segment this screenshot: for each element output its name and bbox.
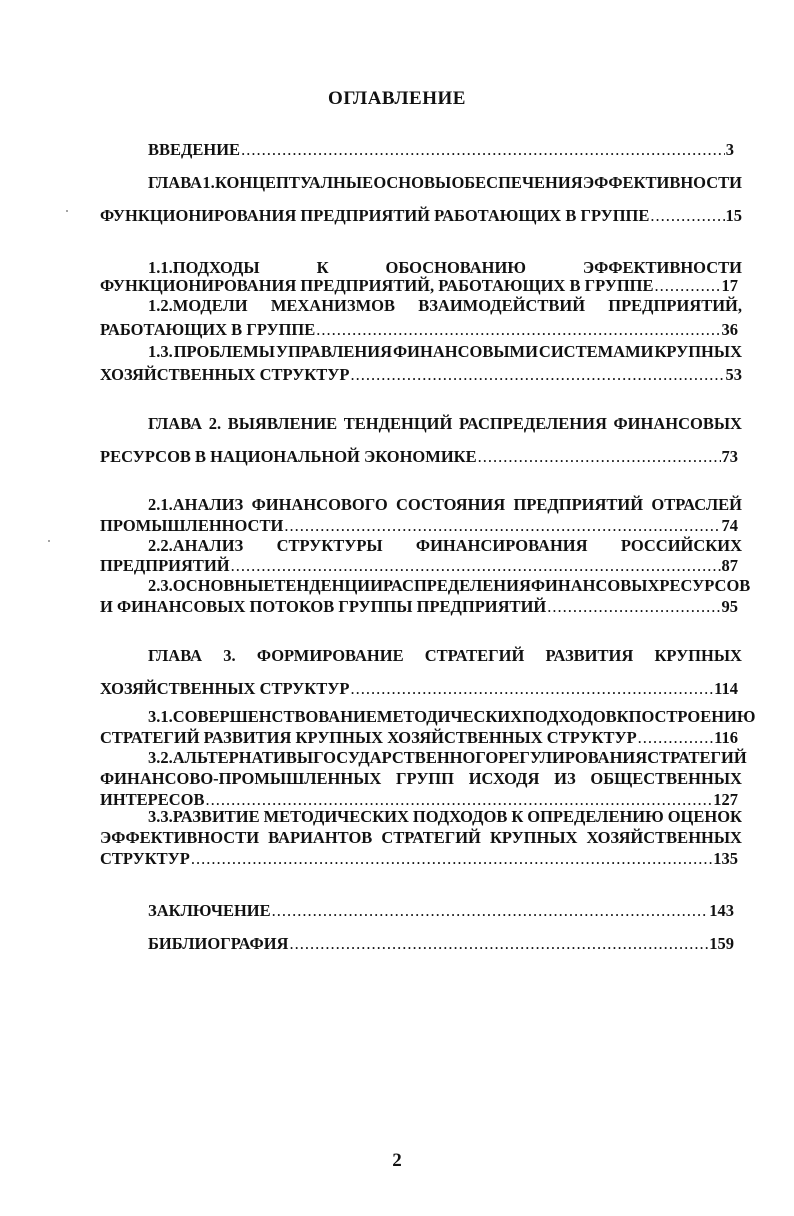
chapter-2-heading[interactable] [148, 413, 742, 435]
word: 1.1.ПОДХОДЫ [148, 258, 260, 277]
leader-dots [316, 319, 720, 341]
word: РЕСУРСОВ [659, 576, 751, 595]
section-1-1-cont[interactable] [100, 275, 738, 297]
word: ОБЕСПЕЧЕНИЯ [451, 173, 583, 192]
section-1-2[interactable] [148, 295, 742, 317]
entry-label: БИБЛИОГРАФИЯ [148, 934, 289, 953]
word: ЭФФЕКТИВНОСТИ [100, 828, 260, 847]
section-2-2[interactable] [148, 535, 742, 557]
word: ФОРМИРОВАНИЕ [256, 646, 404, 665]
entry-page: 53 [725, 365, 742, 384]
word: КОНЦЕПТУАЛНЫЕ [214, 173, 374, 192]
leader-dots [289, 933, 708, 955]
word: 3. [223, 646, 236, 665]
entry-page: 135 [713, 849, 738, 868]
word: ОПРЕДЕЛЕНИЮ [527, 807, 664, 826]
word: К [616, 707, 629, 726]
entry-page: 15 [725, 206, 742, 225]
word: ЭФФЕКТИВНОСТИ [582, 173, 742, 192]
section-3-3[interactable] [148, 806, 742, 828]
word: ОБОСНОВАНИЮ [385, 258, 526, 277]
word: ТЕНДЕНЦИИ [274, 576, 383, 595]
entry-page: 36 [721, 320, 738, 339]
word: КРУПНЫХ [654, 342, 742, 361]
entry-page: 159 [709, 934, 734, 953]
word: ЭФФЕКТИВНОСТИ [582, 258, 742, 277]
word: МЕТОДИЧЕСКИХ [376, 707, 523, 726]
entry-page: 17 [721, 276, 738, 295]
chapter-3-heading[interactable] [148, 645, 742, 667]
word: РАЗВИТИЯ [545, 646, 634, 665]
page-number: 2 [392, 1150, 402, 1171]
word: СТРУКТУРЫ [276, 536, 383, 555]
word: ФИНАНСОВЫМИ [392, 342, 538, 361]
word: ОСНОВЫ [373, 173, 452, 192]
leader-dots [231, 555, 721, 577]
leader-dots [272, 900, 709, 922]
word: ОБЩЕСТВЕННЫХ [590, 769, 742, 788]
word: МЕХАНИЗМОВ [270, 296, 396, 315]
word: ВЫЯВЛЕНИЕ [227, 414, 338, 433]
scan-speck [66, 210, 68, 212]
word: РЕГУЛИРОВАНИЯ [498, 748, 648, 767]
word: ТЕНДЕНЦИЙ [343, 414, 453, 433]
word: ФИНАНСОВЫХ [613, 414, 742, 433]
word: СОСТОЯНИЯ [396, 495, 506, 514]
word: ПРЕДПРИЯТИЙ, [608, 296, 742, 315]
toc-title: ОГЛАВЛЕНИЕ [328, 88, 466, 109]
word: ПОДХОДОВ [522, 707, 617, 726]
entry-label: ИНТЕРЕСОВ [100, 790, 205, 809]
chapter-1-title-cont[interactable] [100, 205, 742, 227]
leader-dots [547, 596, 720, 618]
section-2-1-cont[interactable] [100, 515, 738, 537]
entry-page: 127 [713, 790, 738, 809]
leader-dots [350, 364, 724, 386]
word: СТРАТЕГИЙ [647, 748, 747, 767]
word: 1. [202, 173, 215, 192]
section-3-2[interactable] [148, 747, 747, 769]
word: ГОСУДАРСТВЕННОГО [313, 748, 499, 767]
chapter-2-title-cont[interactable] [100, 446, 738, 468]
entry-label: ПРОМЫШЛЕННОСТИ [100, 516, 284, 535]
entry-page: 114 [714, 679, 738, 698]
section-1-2-cont[interactable] [100, 319, 738, 341]
word: 1.3. [148, 342, 173, 361]
word: ФИНАНСОВО-ПРОМЫШЛЕННЫХ [100, 769, 382, 788]
leader-dots [638, 727, 714, 749]
word: ВАРИАНТОВ [268, 828, 373, 847]
section-2-1[interactable] [148, 494, 742, 516]
section-2-3[interactable] [148, 575, 751, 597]
leader-dots [655, 275, 721, 297]
word: К [511, 807, 524, 826]
section-1-3-cont[interactable] [100, 364, 742, 386]
leader-dots [241, 139, 725, 161]
scan-speck [48, 540, 50, 542]
word: 2.3.ОСНОВНЫЕ [148, 576, 275, 595]
entry-label: ХОЗЯЙСТВЕННЫХ СТРУКТУР [100, 679, 350, 698]
word: ПРОБЛЕМЫ [173, 342, 275, 361]
word: 2. [208, 414, 222, 433]
entry-label: РАБОТАЮЩИХ В ГРУППЕ [100, 320, 316, 339]
entry-label: ХОЗЯЙСТВЕННЫХ СТРУКТУР [100, 365, 350, 384]
entry-page: 74 [721, 516, 738, 535]
entry-page: 87 [721, 556, 738, 575]
word: ОЦЕНОК [667, 807, 742, 826]
entry-page: 143 [709, 901, 734, 920]
word: 1.2.МОДЕЛИ [148, 296, 248, 315]
word: 2.1.АНАЛИЗ [148, 495, 244, 514]
word: ГЛАВА [148, 414, 203, 433]
word: КРУПНЫХ [654, 646, 742, 665]
word: ГРУПП [396, 769, 454, 788]
word: ПОСТРОЕНИЮ [628, 707, 756, 726]
entry-label: СТРУКТУР [100, 849, 190, 868]
word: ПРЕДПРИЯТИЙ [513, 495, 644, 514]
word: ВЗАИМОДЕЙСТВИЙ [418, 296, 586, 315]
entry-label: ЗАКЛЮЧЕНИЕ [148, 901, 271, 920]
word: ФИНАНСИРОВАНИЯ [415, 536, 588, 555]
word: 3.3.РАЗВИТИЕ [148, 807, 260, 826]
word: РОССИЙСКИХ [620, 536, 742, 555]
entry-label: ФУНКЦИОНИРОВАНИЯ ПРЕДПРИЯТИЙ РАБОТАЮЩИХ В ГРУППЕ [100, 206, 650, 225]
section-3-1-cont[interactable] [100, 727, 738, 749]
word: ГЛАВА [148, 646, 203, 665]
word: ИЗ [554, 769, 576, 788]
entry-label: РЕСУРСОВ В НАЦИОНАЛЬНОЙ ЭКОНОМИКЕ [100, 447, 477, 466]
section-3-1[interactable] [148, 706, 756, 728]
entry-label: И ФИНАНСОВЫХ ПОТОКОВ ГРУППЫ ПРЕДПРИЯТИЙ [100, 597, 547, 616]
entry-page: 3 [725, 140, 734, 159]
word: СТРАТЕГИЙ [424, 646, 525, 665]
section-1-3[interactable] [148, 341, 742, 363]
word: СИСТЕМАМИ [538, 342, 654, 361]
entry-page: 116 [714, 728, 738, 747]
word: 3.1.СОВЕРШЕНСТВОВАНИЕ [148, 707, 377, 726]
leader-dots [478, 446, 721, 468]
word: ГЛАВА [148, 173, 203, 192]
leader-dots [350, 678, 713, 700]
word: ХОЗЯЙСТВЕННЫХ [586, 828, 742, 847]
word: РАСПРЕДЕЛЕНИЯ [458, 414, 607, 433]
word: РАСПРЕДЕЛЕНИЯ [382, 576, 531, 595]
entry-label: ВВЕДЕНИЕ [148, 140, 241, 159]
entry-label: СТРАТЕГИЙ РАЗВИТИЯ КРУПНЫХ ХОЗЯЙСТВЕННЫХ СТРУКТУР [100, 728, 637, 747]
toc-entry-conclusion[interactable] [148, 900, 734, 922]
word: УПРАВЛЕНИЯ [275, 342, 393, 361]
section-2-3-cont[interactable] [100, 596, 738, 618]
word: 3.2.АЛЬТЕРНАТИВЫ [148, 748, 314, 767]
word: К [316, 258, 329, 277]
section-2-2-cont[interactable] [100, 555, 738, 577]
word: СТРАТЕГИЙ [381, 828, 481, 847]
word: ОТРАСЛЕЙ [651, 495, 742, 514]
word: КРУПНЫХ [489, 828, 578, 847]
section-3-2-line2[interactable] [100, 768, 742, 790]
entry-label: ФУНКЦИОНИРОВАНИЯ ПРЕДПРИЯТИЙ, РАБОТАЮЩИХ В ГРУППЕ [100, 276, 654, 295]
word: ФИНАНСОВЫХ [530, 576, 660, 595]
section-3-3-cont[interactable] [100, 848, 738, 870]
entry-page: 73 [721, 447, 738, 466]
word: ПОДХОДОВ [412, 807, 508, 826]
word: 2.2.АНАЛИЗ [148, 536, 244, 555]
leader-dots [284, 515, 720, 537]
word: ИСХОДЯ [468, 769, 540, 788]
toc-entry-intro[interactable] [148, 139, 734, 161]
section-3-3-line2[interactable] [100, 827, 742, 849]
leader-dots [191, 848, 712, 870]
chapter-1-heading[interactable] [148, 172, 742, 194]
leader-dots [650, 205, 724, 227]
chapter-3-title-cont[interactable] [100, 678, 738, 700]
word: МЕТОДИЧЕСКИХ [263, 807, 409, 826]
toc-entry-bibliography[interactable] [148, 933, 734, 955]
entry-label: ПРЕДПРИЯТИЙ [100, 556, 230, 575]
word: ФИНАНСОВОГО [251, 495, 388, 514]
entry-page: 95 [721, 597, 738, 616]
